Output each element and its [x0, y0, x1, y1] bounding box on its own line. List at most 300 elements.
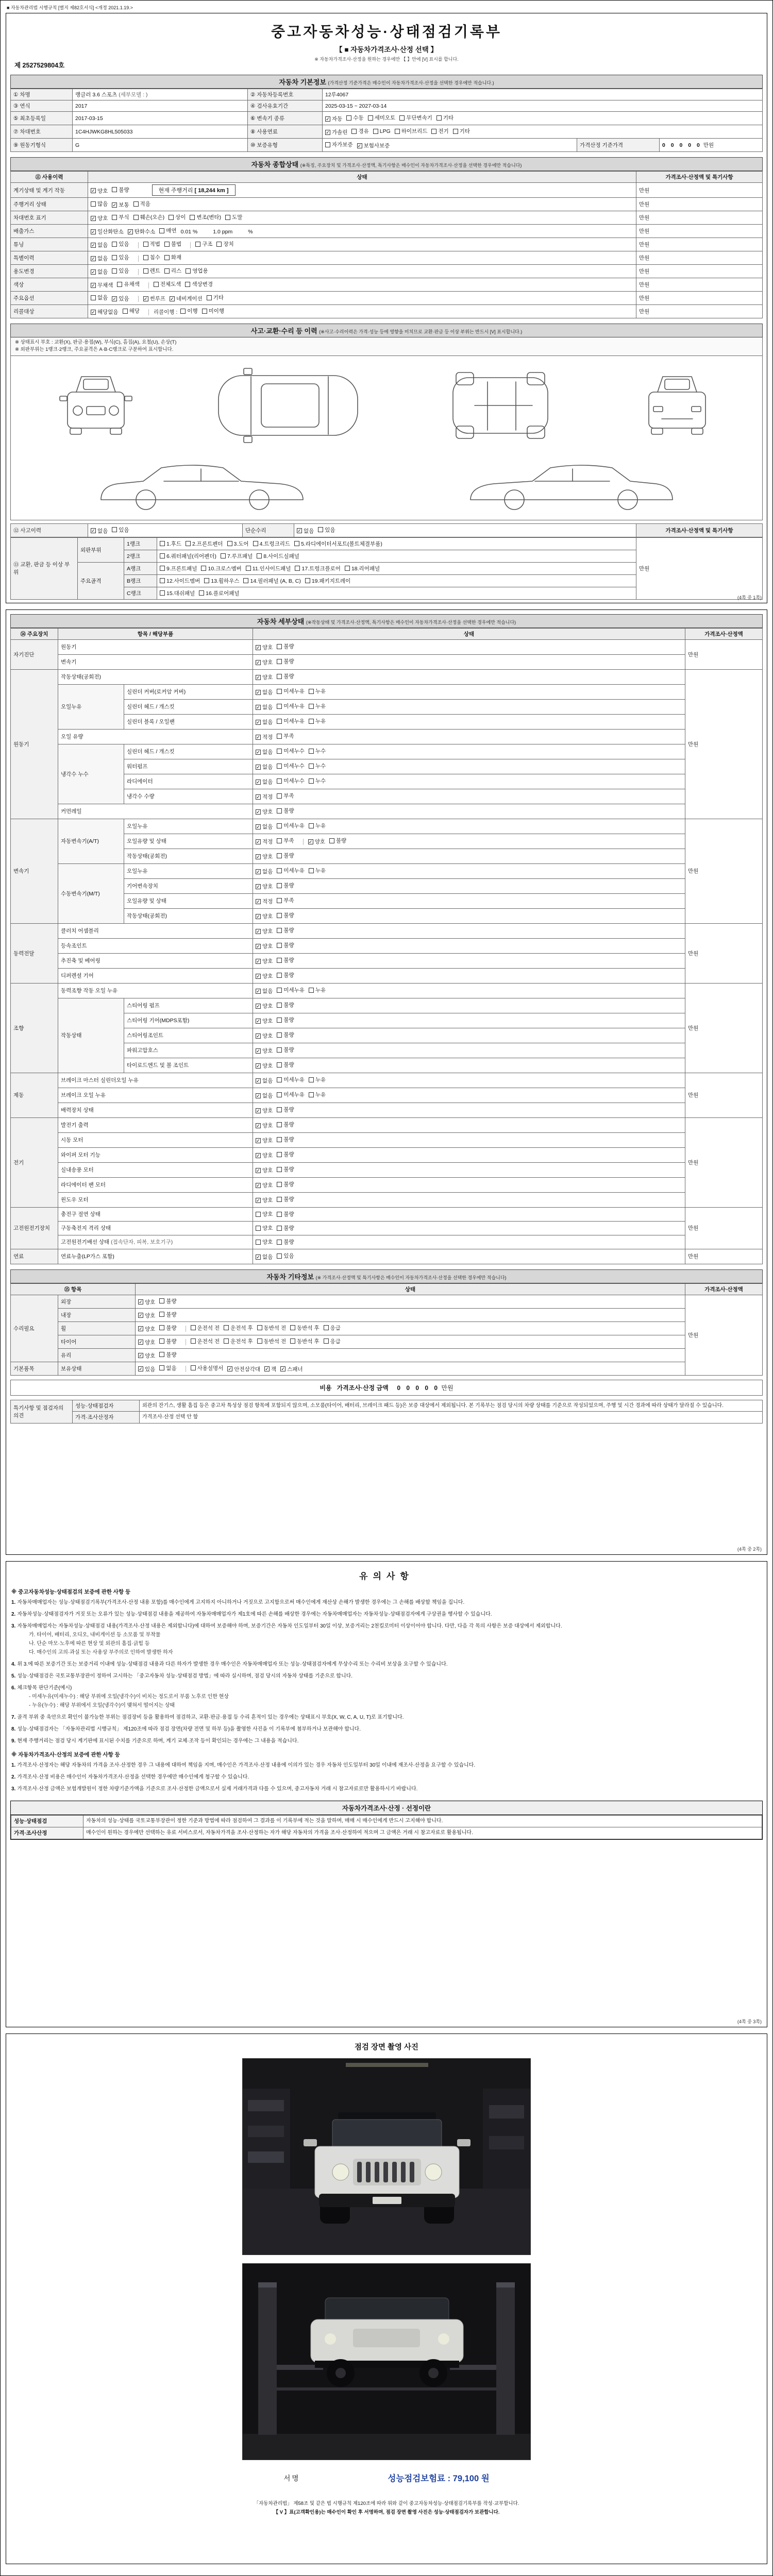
- checkbox-4.트렁크리드[interactable]: [253, 540, 290, 548]
- state-code-legend: [10, 337, 763, 356]
- detail-row: [11, 938, 763, 953]
- checkbox-icon: [112, 255, 117, 260]
- item-note: (접속단자, 피복, 보호기구): [109, 1239, 173, 1245]
- checkbox-label: 미세누유: [283, 1077, 305, 1083]
- checkbox-변조(변타)[interactable]: [190, 213, 221, 221]
- checkbox-양호[interactable]: [256, 942, 273, 950]
- checkbox-적법[interactable]: [143, 240, 160, 248]
- checkbox-적음[interactable]: [133, 200, 150, 208]
- checkbox-label: 장치: [223, 241, 234, 247]
- checkbox-불량[interactable]: [329, 837, 346, 844]
- checkbox-누유[interactable]: [309, 1091, 326, 1098]
- checkbox-양호[interactable]: [256, 1122, 273, 1129]
- checkbox-침수[interactable]: [143, 253, 160, 261]
- checkbox-불량[interactable]: [277, 1150, 294, 1158]
- price-cell: 만원: [636, 305, 763, 318]
- checkbox-label: 양호: [97, 188, 108, 194]
- checkbox-양호[interactable]: [256, 1238, 273, 1246]
- checkbox-사용설명서[interactable]: [191, 1364, 224, 1372]
- section-accident-header: [10, 324, 763, 337]
- checkbox-불량[interactable]: [277, 1046, 294, 1054]
- checkbox-불량[interactable]: [277, 1031, 294, 1039]
- checkbox-부족[interactable]: [277, 792, 294, 800]
- checkbox-16.플로어패널[interactable]: [199, 589, 239, 597]
- checkbox-불량[interactable]: [159, 1297, 176, 1305]
- checkbox-미세누유[interactable]: [277, 867, 305, 874]
- checkbox-불량[interactable]: [277, 657, 294, 665]
- checkbox-있음[interactable]: [112, 295, 129, 302]
- checkbox-미세누유[interactable]: [277, 717, 305, 725]
- checkbox-7.루프패널[interactable]: [221, 552, 253, 560]
- device-label: 고전원전기장치: [11, 1207, 58, 1249]
- checkbox-없음[interactable]: [256, 688, 273, 696]
- checkbox-icon: [170, 296, 175, 301]
- checkbox-경유[interactable]: [351, 127, 368, 135]
- checkbox-유채색[interactable]: [117, 280, 139, 288]
- checkbox-전체도색[interactable]: [154, 280, 181, 288]
- checkbox-미세누유[interactable]: [277, 986, 305, 994]
- checkbox-불량[interactable]: [277, 1224, 294, 1232]
- detail-state-table: [10, 628, 763, 1264]
- checkbox-리스[interactable]: [164, 267, 181, 275]
- price-definition-box: [10, 1801, 763, 1840]
- checkbox-label: 양호: [262, 1123, 273, 1129]
- options-divider: [138, 269, 139, 275]
- checkbox-label: 불량: [283, 927, 294, 934]
- checkbox-스패너[interactable]: [280, 1365, 303, 1373]
- checkbox-icon: [280, 1366, 285, 1371]
- detail-row: [11, 729, 763, 744]
- checkbox-일산화탄소[interactable]: [91, 228, 124, 235]
- checkbox-icon: [295, 566, 300, 571]
- checkbox-불량[interactable]: [159, 1311, 176, 1318]
- checkbox-탄화수소[interactable]: [128, 228, 156, 235]
- checkbox-미세누수[interactable]: [277, 762, 305, 770]
- checkbox-해당[interactable]: [123, 307, 140, 315]
- checkbox-6.쿼터패널(리어펜더)[interactable]: [160, 552, 216, 560]
- checkbox-불량[interactable]: [159, 1324, 176, 1332]
- checkbox-양호[interactable]: [91, 187, 108, 195]
- checkbox-불량[interactable]: [277, 911, 294, 919]
- checkbox-동반석 전[interactable]: [257, 1337, 287, 1345]
- checkbox-누수[interactable]: [309, 747, 326, 755]
- item-label: 냉각수 수량: [124, 789, 253, 804]
- checkbox-누수[interactable]: [309, 762, 326, 770]
- checkbox-렌트[interactable]: [143, 267, 160, 275]
- checkbox-없음[interactable]: [91, 268, 108, 276]
- checkbox-없음[interactable]: [256, 703, 273, 711]
- checkbox-불량[interactable]: [277, 1121, 294, 1128]
- signature-label[interactable]: 서명: [283, 2474, 300, 2482]
- checkbox-미세누유[interactable]: [277, 687, 305, 695]
- checkbox-세미오토[interactable]: [368, 114, 396, 122]
- item-label: 기어변속장치: [124, 878, 253, 893]
- checkbox-양호[interactable]: [256, 972, 273, 980]
- checkbox-불량[interactable]: [277, 956, 294, 964]
- checkbox-불량[interactable]: [277, 882, 294, 889]
- checkbox-icon: [256, 1108, 261, 1113]
- checkbox-양호[interactable]: [138, 1325, 155, 1333]
- checkbox-응급[interactable]: [324, 1324, 341, 1332]
- checkbox-누유[interactable]: [309, 1076, 326, 1083]
- state-cell: [253, 1028, 685, 1043]
- checkbox-양호[interactable]: [256, 927, 273, 935]
- checkbox-label: 운전석 후: [230, 1325, 253, 1331]
- state-cell: [136, 1362, 685, 1375]
- checkbox-icon: [256, 765, 261, 770]
- checkbox-해당없음[interactable]: [91, 308, 119, 316]
- checkbox-양호[interactable]: [256, 1181, 273, 1189]
- checkbox-누유[interactable]: [309, 702, 326, 710]
- item-label: 휠: [58, 1321, 136, 1335]
- checkbox-동반석 후[interactable]: [290, 1337, 320, 1345]
- checkbox-양호[interactable]: [138, 1298, 155, 1306]
- checkbox-양호[interactable]: [256, 1151, 273, 1159]
- checkbox-양호[interactable]: [256, 808, 273, 816]
- checkbox-18.리어패널[interactable]: [345, 565, 380, 572]
- checkbox-없음[interactable]: [159, 1364, 176, 1372]
- checkbox-없음[interactable]: [256, 823, 273, 831]
- state-cell: [253, 923, 685, 938]
- checkbox-없음[interactable]: [297, 527, 314, 535]
- checkbox-icon: [277, 689, 282, 694]
- checkbox-미세누수[interactable]: [277, 777, 305, 785]
- checkbox-14.필러패널 (A, B, C)[interactable]: [243, 577, 300, 585]
- checkbox-자동[interactable]: [325, 115, 342, 123]
- checkbox-icon: [159, 228, 164, 233]
- checkbox-기타[interactable]: [453, 127, 470, 135]
- checkbox-양호[interactable]: [256, 1047, 273, 1055]
- checkbox-icon: [395, 129, 400, 134]
- checkbox-없음[interactable]: [91, 527, 108, 535]
- checkbox-기타[interactable]: [207, 294, 224, 301]
- checkbox-부족[interactable]: [277, 896, 294, 904]
- checkbox-누수[interactable]: [309, 777, 326, 785]
- checkbox-운전석 후[interactable]: [224, 1324, 253, 1332]
- checkbox-누유[interactable]: [309, 687, 326, 695]
- checkbox-있음[interactable]: [277, 1252, 294, 1260]
- checkbox-미세누유[interactable]: [277, 822, 305, 829]
- checkbox-양호[interactable]: [256, 1196, 273, 1204]
- item-label: 원동기: [58, 639, 253, 654]
- checkbox-적정[interactable]: [256, 897, 273, 905]
- item-label: 커먼레일: [58, 804, 253, 819]
- checkbox-label: 1.후드: [166, 540, 182, 547]
- checkbox-label: 양호: [262, 973, 273, 979]
- checkbox-불량[interactable]: [112, 186, 129, 194]
- checkbox-운전석 전[interactable]: [191, 1337, 220, 1345]
- checkbox-양호[interactable]: [256, 912, 273, 920]
- checkbox-없음[interactable]: [256, 987, 273, 995]
- checkbox-양호[interactable]: [138, 1312, 155, 1319]
- checkbox-이행[interactable]: [180, 307, 197, 315]
- checkbox-매연[interactable]: [159, 227, 176, 234]
- checkbox-화재[interactable]: [164, 253, 181, 261]
- checkbox-불량[interactable]: [277, 1238, 294, 1246]
- checkbox-수동[interactable]: [346, 114, 363, 122]
- checkbox-없음[interactable]: [256, 763, 273, 771]
- checkbox-불량[interactable]: [277, 1180, 294, 1188]
- notice-item-number: 1.: [11, 1599, 16, 1605]
- checkbox-icon: [346, 115, 351, 121]
- checkbox-있음[interactable]: [112, 526, 129, 534]
- checkbox-불량[interactable]: [277, 672, 294, 680]
- checkbox-운전석 전[interactable]: [191, 1324, 220, 1332]
- checkbox-전기[interactable]: [431, 127, 448, 135]
- checkbox-icon: [91, 295, 96, 300]
- accident-note: (※사고·수리이력은 가격·성능 등에 영향을 미치므로 교환·판금 등 이상 부위는 반드시 [V] 표시합니다.): [319, 329, 523, 334]
- checkbox-불량[interactable]: [277, 1061, 294, 1069]
- checkbox-불량[interactable]: [159, 1337, 176, 1345]
- checkbox-자가보증[interactable]: [325, 141, 353, 148]
- item-label: 타이어: [58, 1335, 136, 1348]
- usage-label: 리콜대상: [11, 305, 88, 318]
- checkbox-label: 3.도어: [233, 540, 249, 547]
- table-row: [11, 89, 763, 100]
- checkbox-누유[interactable]: [309, 867, 326, 874]
- checkbox-많음[interactable]: [91, 200, 108, 208]
- notice-item-text: 자동차성능·상태점검자가 거짓 또는 오류가 있는 성능·상태점검 내용을 제공하여 자동차매매업자가 제1호에 따른 손해를 배상한 경우에는 자동차매매업자는 자동차성능·상태점검자에게 구상권을 행사할 수 있습니다.: [17, 1611, 492, 1617]
- checkbox-양호[interactable]: [256, 883, 273, 890]
- device-label: 제동: [11, 1073, 58, 1117]
- checkbox-양호[interactable]: [256, 1107, 273, 1114]
- checkbox-없음[interactable]: [91, 241, 108, 249]
- checkbox-불량[interactable]: [277, 807, 294, 815]
- checkbox-네비게이션[interactable]: [170, 295, 203, 302]
- item-label: 파워고압호스: [124, 1043, 253, 1058]
- signature-row: [10, 2471, 763, 2484]
- overall-row: [11, 183, 763, 198]
- checkbox-5.라디에이터서포트(볼트체결부품)[interactable]: [294, 540, 382, 548]
- item-label: 작동상태(공회전): [124, 849, 253, 863]
- item-label: 라디에이터 팬 모터: [58, 1177, 253, 1192]
- checkbox-양호[interactable]: [138, 1338, 155, 1346]
- checkbox-label: 없음: [262, 704, 273, 710]
- checkbox-가솔린[interactable]: [325, 128, 347, 136]
- checkbox-불량[interactable]: [277, 1001, 294, 1009]
- item-label: 연료누출(LP가스 포함): [58, 1249, 253, 1264]
- checkbox-불량[interactable]: [277, 941, 294, 949]
- checkbox-양호[interactable]: [256, 853, 273, 860]
- item-label: 실내송풍 모터: [58, 1162, 253, 1177]
- checkbox-label: 없음: [262, 1078, 273, 1084]
- checkbox-없음[interactable]: [256, 778, 273, 786]
- checkbox-미이행[interactable]: [202, 307, 224, 315]
- checkbox-없음[interactable]: [256, 718, 273, 726]
- legend-line-1: ※ 상태표시 부호 : 교환(X), 판금·용접(W), 부식(C), 흠집(A), 요철(U), 손상(T): [15, 340, 177, 345]
- checkbox-하이브리드[interactable]: [395, 127, 428, 135]
- item-label: 오일유량 및 상태: [124, 893, 253, 908]
- checkbox-양호[interactable]: [256, 1137, 273, 1144]
- checkbox-icon: [345, 566, 350, 571]
- checkbox-없음[interactable]: [256, 1077, 273, 1084]
- checkbox-19.패키지트레이[interactable]: [305, 577, 350, 585]
- checkbox-label: 있음: [119, 527, 129, 533]
- checkbox-썬루프[interactable]: [143, 295, 165, 302]
- checkbox-icon: [256, 914, 261, 919]
- checkbox-불량[interactable]: [277, 852, 294, 859]
- checkbox-양호[interactable]: [256, 1224, 273, 1232]
- state-cell: [136, 1295, 685, 1308]
- checkbox-label: 미이행: [208, 308, 225, 314]
- checkbox-label: 불량: [283, 808, 294, 814]
- checkbox-불량[interactable]: [277, 642, 294, 650]
- checkbox-구조[interactable]: [195, 240, 212, 248]
- checkbox-있음[interactable]: [138, 1365, 155, 1373]
- checkbox-누유[interactable]: [309, 986, 326, 994]
- checkbox-양호[interactable]: [308, 838, 325, 845]
- checkbox-적정[interactable]: [256, 793, 273, 801]
- notice-item-number: 4.: [11, 1661, 16, 1667]
- checkbox-미세누유[interactable]: [277, 1091, 305, 1098]
- checkbox-없음[interactable]: [256, 868, 273, 875]
- checkbox-훼손(오손)[interactable]: [133, 213, 165, 221]
- checkbox-label: 불량: [166, 1351, 177, 1358]
- checkbox-icon: [309, 689, 314, 694]
- notice-subitem: 다. 매수인의 고의·과실 또는 사용상 부주의로 인하여 발생한 하자: [29, 1649, 173, 1655]
- checkbox-있음[interactable]: [112, 240, 129, 248]
- main-frame-label: 주요골격: [78, 562, 124, 599]
- checkbox-양호[interactable]: [256, 1002, 273, 1010]
- checkbox-양호[interactable]: [256, 658, 273, 666]
- checkbox-운전석 후[interactable]: [224, 1337, 253, 1345]
- checkbox-13.휠하우스[interactable]: [204, 577, 239, 585]
- checkbox-label: 해당: [129, 308, 140, 314]
- checkbox-미세누유[interactable]: [277, 1076, 305, 1083]
- checkbox-불량[interactable]: [159, 1351, 176, 1359]
- checkbox-양호[interactable]: [256, 957, 273, 965]
- checkbox-안전삼각대[interactable]: [227, 1365, 260, 1373]
- checkbox-누유[interactable]: [309, 822, 326, 829]
- state-cell: [253, 998, 685, 1013]
- checkbox-없음[interactable]: [256, 1253, 273, 1261]
- checkbox-1.후드[interactable]: [160, 540, 181, 548]
- checkbox-label: 불량: [283, 1002, 294, 1008]
- checkbox-있음[interactable]: [112, 267, 129, 275]
- checkbox-label: 자동: [332, 116, 343, 122]
- item-label: 동력조향 작동 오일 누유: [58, 983, 253, 998]
- checkbox-색상변경[interactable]: [185, 280, 213, 288]
- checkbox-8.사이드실패널[interactable]: [257, 552, 299, 560]
- checkbox-동반석 전[interactable]: [257, 1324, 287, 1332]
- valid-label: ④ 검사유효기간: [248, 100, 323, 112]
- checkbox-도말[interactable]: [225, 213, 242, 221]
- checkbox-icon: [277, 853, 282, 858]
- checkbox-잭[interactable]: [264, 1365, 276, 1373]
- checkbox-영업용[interactable]: [186, 267, 208, 275]
- checkbox-9.프론트패널[interactable]: [160, 565, 197, 572]
- checkbox-부족[interactable]: [277, 837, 294, 844]
- checkbox-icon: [290, 1338, 295, 1344]
- checkbox-무채색[interactable]: [91, 281, 113, 289]
- checkbox-있음[interactable]: [112, 253, 129, 261]
- item-label: 워터펌프: [124, 759, 253, 774]
- checkbox-누유[interactable]: [309, 717, 326, 725]
- checkbox-기타[interactable]: [436, 114, 453, 122]
- checkbox-보통[interactable]: [112, 201, 129, 209]
- checkbox-양호[interactable]: [256, 1166, 273, 1174]
- checkbox-12.사이드멤버[interactable]: [160, 577, 200, 585]
- checkbox-11.인사이드패널[interactable]: [246, 565, 291, 572]
- checkbox-불법[interactable]: [164, 240, 181, 248]
- car-diagram-rear: [636, 361, 718, 450]
- year-value: 2017: [73, 100, 248, 112]
- checkbox-icon: [256, 1033, 261, 1039]
- checkbox-미세누수[interactable]: [277, 747, 305, 755]
- checkbox-양호[interactable]: [256, 1017, 273, 1025]
- checkbox-무단변속기[interactable]: [399, 114, 432, 122]
- checkbox-LPG[interactable]: [373, 128, 391, 134]
- checkbox-양호[interactable]: [256, 643, 273, 651]
- checkbox-label: 불량: [283, 1047, 294, 1053]
- checkbox-미세누유[interactable]: [277, 702, 305, 710]
- checkbox-불량[interactable]: [277, 1136, 294, 1143]
- checkbox-없음[interactable]: [91, 294, 108, 301]
- checkbox-적정[interactable]: [256, 838, 273, 845]
- checkbox-부식[interactable]: [112, 213, 129, 221]
- checkbox-2.프론트펜더[interactable]: [186, 540, 223, 548]
- checkbox-없음[interactable]: [256, 748, 273, 756]
- checkbox-응급[interactable]: [324, 1337, 341, 1345]
- checkbox-3.도어[interactable]: [227, 540, 249, 548]
- table-row: [11, 523, 763, 537]
- notice-item-number: 8.: [11, 1726, 16, 1732]
- checkbox-양호[interactable]: [256, 1062, 273, 1070]
- checkbox-양호[interactable]: [91, 214, 108, 222]
- checkbox-양호[interactable]: [256, 673, 273, 681]
- checkbox-불량[interactable]: [277, 926, 294, 934]
- detail-row: [11, 819, 763, 834]
- checkbox-label: 양호: [262, 1182, 273, 1189]
- checkbox-양호[interactable]: [138, 1352, 155, 1360]
- checkbox-있음[interactable]: [318, 526, 335, 534]
- checkbox-15.대쉬패널[interactable]: [160, 589, 195, 597]
- checkbox-장치[interactable]: [216, 240, 233, 248]
- document-subtitle: 【 ■ 자동차가격조사·산정 선택 】: [335, 46, 438, 54]
- checkbox-부족[interactable]: [277, 732, 294, 740]
- checkbox-icon: [143, 255, 148, 260]
- checkbox-양호[interactable]: [256, 1032, 273, 1040]
- checkbox-상이[interactable]: [169, 213, 186, 221]
- checkbox-불량[interactable]: [277, 1195, 294, 1203]
- checkbox-label: 누수: [315, 748, 326, 754]
- checkbox-불량[interactable]: [277, 1210, 294, 1218]
- checkbox-label: 불량: [283, 1122, 294, 1128]
- checkbox-불량[interactable]: [277, 971, 294, 979]
- checkbox-10.크로스멤버[interactable]: [201, 565, 241, 572]
- detail-row: [11, 983, 763, 998]
- checkbox-icon: [160, 590, 165, 596]
- checkbox-없음[interactable]: [256, 1092, 273, 1099]
- checkbox-불량[interactable]: [277, 1106, 294, 1113]
- checkbox-icon: [160, 566, 165, 571]
- checkbox-17.트렁크플로어[interactable]: [295, 565, 340, 572]
- checkbox-label: 부식: [119, 214, 129, 221]
- checkbox-없음[interactable]: [91, 255, 108, 262]
- checkbox-불량[interactable]: [277, 1016, 294, 1024]
- checkbox-icon: [143, 242, 148, 247]
- checkbox-icon: [256, 854, 261, 859]
- checkbox-label: 누유: [315, 1077, 326, 1083]
- checkbox-label: 미세누수: [283, 778, 305, 784]
- checkbox-불량[interactable]: [277, 1165, 294, 1173]
- checkbox-양호[interactable]: [256, 1210, 273, 1218]
- notice-item-number: 5.: [11, 1673, 16, 1679]
- checkbox-동반석 후[interactable]: [290, 1324, 320, 1332]
- rank2-label: 2랭크: [124, 550, 157, 562]
- checkbox-보험사보증[interactable]: [357, 142, 390, 149]
- checkbox-적정[interactable]: [256, 733, 273, 741]
